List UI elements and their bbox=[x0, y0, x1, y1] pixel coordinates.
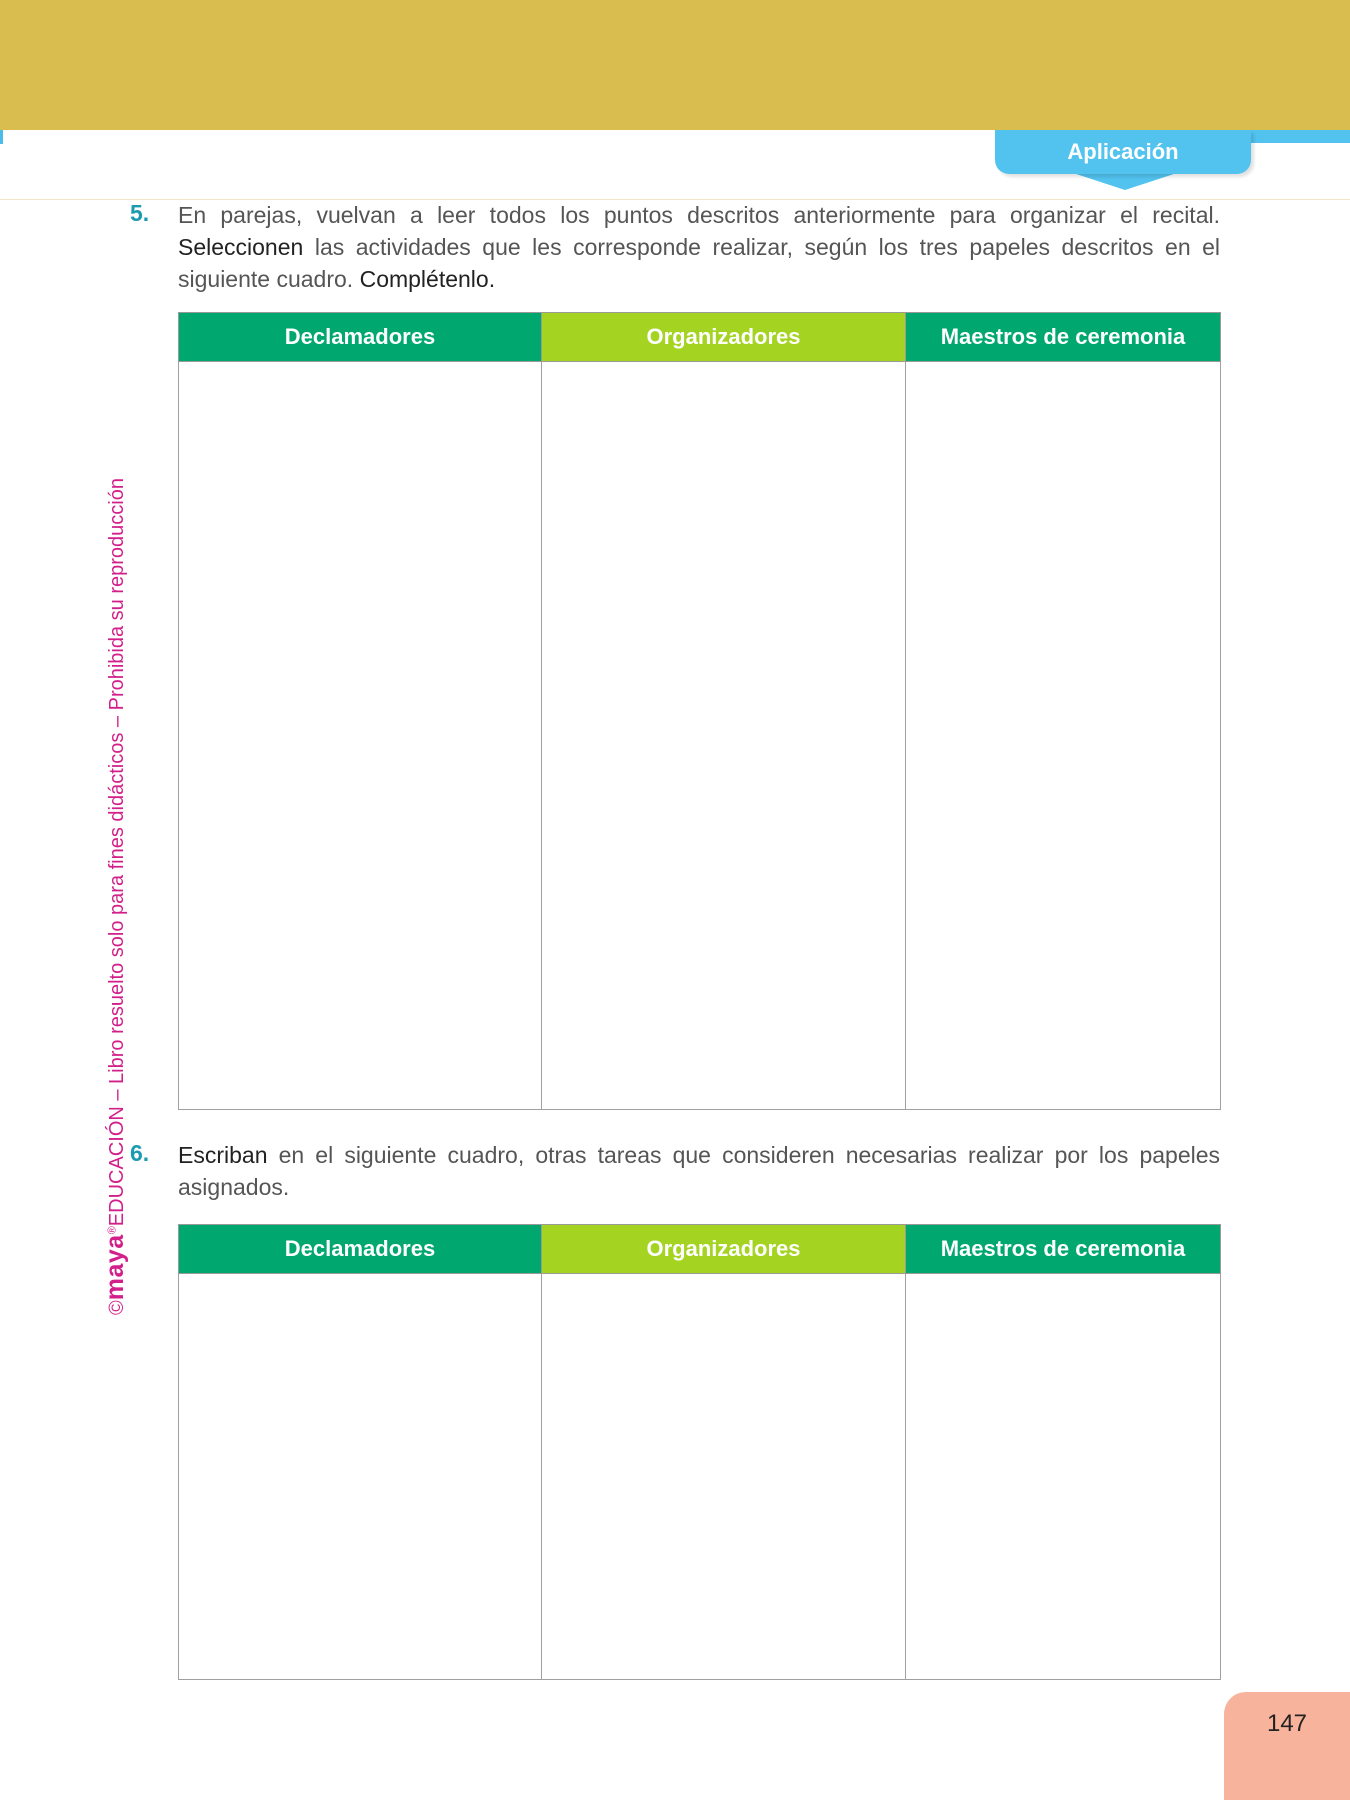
column-header-declamadores: Declamadores bbox=[179, 1225, 542, 1274]
answer-cell-organizadores[interactable] bbox=[542, 362, 906, 1110]
question-5-verb-select: Seleccionen bbox=[178, 234, 304, 260]
roles-table-5 bbox=[178, 312, 1221, 1110]
question-6-verb-write: Escriban bbox=[178, 1142, 268, 1168]
page-number-tab bbox=[1224, 1692, 1350, 1800]
answer-cell-declamadores[interactable] bbox=[179, 362, 542, 1110]
answer-cell-organizadores[interactable] bbox=[542, 1274, 906, 1680]
section-tab-label: Aplicación bbox=[1067, 139, 1179, 164]
column-header-organizadores: Organizadores bbox=[542, 313, 906, 362]
question-6-instructions: en el siguiente cuadro, otras tareas que consideren necesarias realizar por los papeles asignados. bbox=[178, 1142, 1221, 1200]
question-5-verb-complete: Complétenlo. bbox=[359, 266, 496, 292]
brand-name: maya bbox=[101, 1234, 129, 1301]
column-header-maestros: Maestros de ceremonia bbox=[906, 313, 1221, 362]
answer-cell-maestros[interactable] bbox=[906, 1274, 1221, 1680]
section-tab bbox=[995, 130, 1251, 174]
copyright-symbol: © bbox=[106, 1300, 128, 1315]
page-number: 147 bbox=[1266, 1710, 1308, 1737]
question-number-6: 6. bbox=[130, 1140, 150, 1166]
question-5-text bbox=[178, 199, 1220, 295]
answer-cell-declamadores[interactable] bbox=[179, 1274, 542, 1680]
question-5-intro: En parejas, vuelvan a leer todos los puntos descritos anteriormente para organizar el recital. bbox=[178, 202, 1220, 228]
section-tab-point bbox=[1070, 172, 1180, 190]
column-header-declamadores: Declamadores bbox=[179, 313, 542, 362]
question-5-instructions: las actividades que les corresponde realizar, según los tres papeles descritos en el siguiente cuadro. bbox=[178, 234, 1221, 292]
copyright-text: EDUCACIÓN – Libro resuelto solo para fines didácticos – Prohibida su reproducción bbox=[106, 478, 128, 1227]
copyright-notice bbox=[101, 465, 130, 1315]
registered-mark: ® bbox=[106, 1226, 119, 1235]
margin-marker bbox=[0, 130, 3, 144]
header-band bbox=[0, 0, 1350, 130]
question-6-text bbox=[178, 1139, 1220, 1203]
answer-cell-maestros[interactable] bbox=[906, 362, 1221, 1110]
column-header-organizadores: Organizadores bbox=[542, 1225, 906, 1274]
roles-table-6 bbox=[178, 1224, 1221, 1680]
column-header-maestros: Maestros de ceremonia bbox=[906, 1225, 1221, 1274]
question-number-5: 5. bbox=[130, 200, 150, 226]
